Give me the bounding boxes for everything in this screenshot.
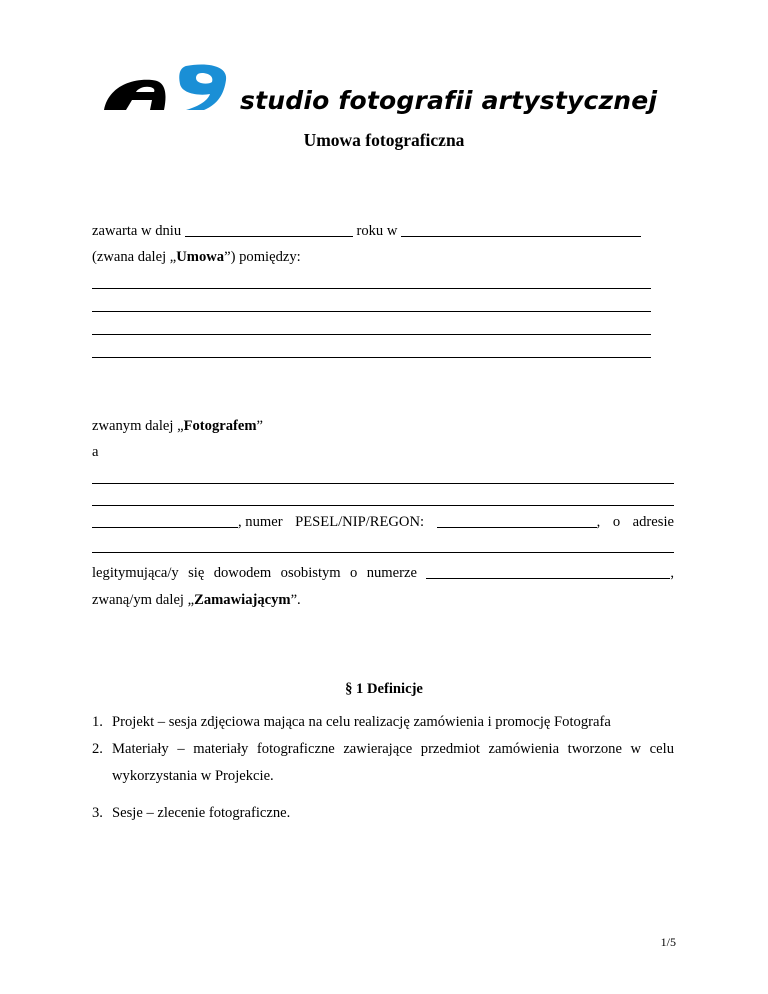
zamawiajacy-definition-line: zwaną/ym dalej „Zamawiającym”.: [92, 592, 301, 608]
fotograf-blank-4[interactable]: [92, 357, 651, 358]
zamawiajacy-blank-1[interactable]: [92, 483, 674, 484]
page-number: 1/5: [660, 935, 676, 949]
id-number-blank[interactable]: [426, 578, 670, 579]
zamawiajacy-blank-2[interactable]: [92, 505, 674, 506]
definition-item-2: 2. Materiały – materiały fotograficzne zawierające przedmiot zamówienia tworzone w celu wykorzystania w Projekcie.: [92, 741, 674, 784]
pesel-blank[interactable]: [437, 527, 597, 528]
document-page: studio fotografii artystycznej Umowa fotograficzna zawarta w dniu roku w (zwana dalej „Umowa”) pomiędzy: zwanym dalej „Fotografem” a , numer PESEL/NIP/REGON: , o adresie legitymująca/y się dowodem osobistym o numerze , zwaną/ym dalej „Zamawiającym”. § 1 Definicje 1. Projekt – sesja zdjęciowa mająca na celu realizację zamówienia i promocję Fotografa 2. Materiały – materiały fotograficzne zawierające przedmiot zamówienia tworzone w celu wykorzystania w Projekcie. 3. Sesje – zlecenie fotograficzne. 1/5: [0, 0, 768, 994]
logo-tagline: studio fotografii artystycznej: [240, 86, 658, 115]
address-blank[interactable]: [92, 552, 674, 553]
studio-logo: [100, 60, 680, 120]
fotograf-blank-3[interactable]: [92, 334, 651, 335]
section-1-title: § 1 Definicje: [345, 681, 423, 697]
place-blank[interactable]: [401, 236, 641, 237]
fotograf-definition-line: zwanym dalej „Fotografem”: [92, 418, 263, 434]
fotograf-blank-2[interactable]: [92, 311, 651, 312]
pesel-line: , numer PESEL/NIP/REGON: , o adresie: [92, 514, 674, 531]
name-blank[interactable]: [92, 527, 238, 528]
contract-date-line: zawarta w dniu roku w: [92, 222, 641, 240]
document-title: Umowa fotograficzna: [303, 130, 465, 150]
date-blank[interactable]: [185, 236, 353, 237]
umowa-definition-line: (zwana dalej „Umowa”) pomiędzy:: [92, 249, 301, 265]
conjunction-a: a: [92, 444, 99, 460]
id-document-line: legitymująca/y się dowodem osobistym o numerze ,: [92, 565, 674, 581]
a9-logo-mark-icon: [100, 60, 240, 120]
fotograf-blank-1[interactable]: [92, 288, 651, 289]
